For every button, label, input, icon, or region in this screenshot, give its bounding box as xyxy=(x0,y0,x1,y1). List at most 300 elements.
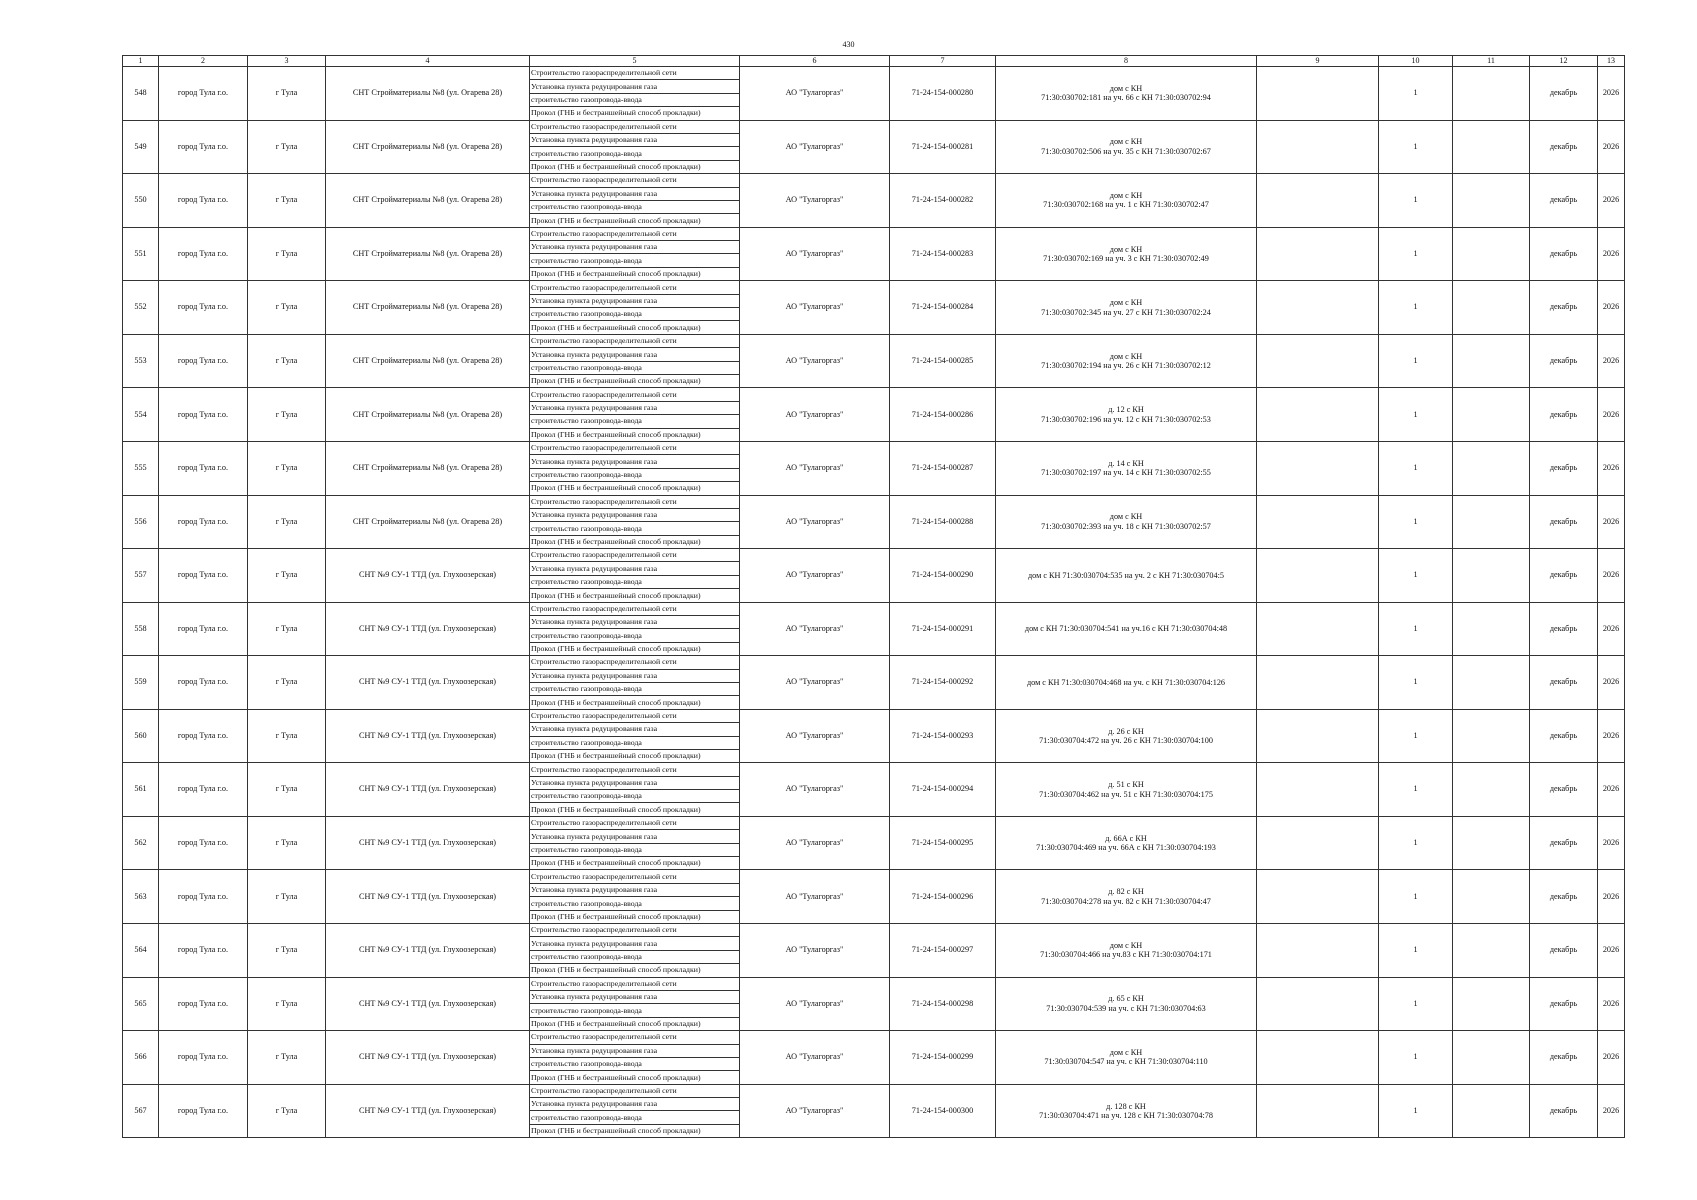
year-cell: 2026 xyxy=(1598,281,1625,335)
address-line-1: дом с КН xyxy=(1109,512,1143,522)
column-9-cell xyxy=(1257,495,1379,549)
row-number: 556 xyxy=(123,495,159,549)
work-item: Установка пункта редуцирования газа xyxy=(530,669,740,682)
month-cell: декабрь xyxy=(1530,924,1598,978)
work-item: Установка пункта редуцирования газа xyxy=(530,990,740,1003)
quantity-cell: 1 xyxy=(1379,388,1453,442)
municipality-cell: город Тула г.о. xyxy=(159,441,248,495)
column-9-cell xyxy=(1257,549,1379,603)
municipality-cell: город Тула г.о. xyxy=(159,1084,248,1138)
work-item: Строительство газораспределительной сети xyxy=(530,334,740,347)
column-11-cell xyxy=(1453,174,1530,228)
municipality-cell: город Тула г.о. xyxy=(159,388,248,442)
work-item: Установка пункта редуцирования газа xyxy=(530,723,740,736)
quantity-cell: 1 xyxy=(1379,227,1453,281)
table-row xyxy=(123,870,1625,883)
table-row xyxy=(123,763,1625,776)
settlement-cell: г Тула xyxy=(248,1031,326,1085)
column-11-cell xyxy=(1453,227,1530,281)
quantity-cell: 1 xyxy=(1379,816,1453,870)
application-code-cell: 71-24-154-000300 xyxy=(890,1084,996,1138)
organization-cell: АО "Тулагоргаз" xyxy=(740,870,890,924)
snt-cell: СНТ №9 СУ-1 ТТД (ул. Глухоозерская) xyxy=(326,709,530,763)
table-row xyxy=(123,977,1625,990)
work-item: Строительство газораспределительной сети xyxy=(530,763,740,776)
snt-cell: СНТ №9 СУ-1 ТТД (ул. Глухоозерская) xyxy=(326,816,530,870)
work-item: строительство газопровода-ввода xyxy=(530,254,740,267)
work-item: строительство газопровода-ввода xyxy=(530,790,740,803)
row-number: 563 xyxy=(123,870,159,924)
settlement-cell: г Тула xyxy=(248,495,326,549)
organization-cell: АО "Тулагоргаз" xyxy=(740,120,890,174)
column-header: 10 xyxy=(1379,56,1453,67)
column-11-cell xyxy=(1453,1031,1530,1085)
snt-cell: СНТ №9 СУ-1 ТТД (ул. Глухоозерская) xyxy=(326,656,530,710)
work-item: Установка пункта редуцирования газа xyxy=(530,883,740,896)
address-cell xyxy=(996,977,1257,1031)
quantity-cell: 1 xyxy=(1379,709,1453,763)
quantity-cell: 1 xyxy=(1379,281,1453,335)
work-item: Строительство газораспределительной сети xyxy=(530,977,740,990)
column-header: 11 xyxy=(1453,56,1530,67)
work-item: Установка пункта редуцирования газа xyxy=(530,294,740,307)
settlement-cell: г Тула xyxy=(248,549,326,603)
address-line-2: 71:30:030704:471 на уч. 128 с КН 71:30:030704:78 xyxy=(1039,1110,1213,1120)
snt-cell: СНТ Стройматериалы №8 (ул. Огарева 28) xyxy=(326,120,530,174)
row-number: 561 xyxy=(123,763,159,817)
snt-cell: СНТ Стройматериалы №8 (ул. Огарева 28) xyxy=(326,441,530,495)
table-row xyxy=(123,495,1625,508)
column-9-cell xyxy=(1257,388,1379,442)
work-item: Строительство газораспределительной сети xyxy=(530,709,740,722)
work-item: Установка пункта редуцирования газа xyxy=(530,241,740,254)
application-code-cell: 71-24-154-000294 xyxy=(890,763,996,817)
month-cell: декабрь xyxy=(1530,227,1598,281)
work-item: строительство газопровода-ввода xyxy=(530,682,740,695)
table-row xyxy=(123,924,1625,937)
address-line-2: 71:30:030702:393 на уч. 18 с КН 71:30:030702:57 xyxy=(1041,521,1211,531)
work-item: Строительство газораспределительной сети xyxy=(530,816,740,829)
row-number: 566 xyxy=(123,1031,159,1085)
row-number: 552 xyxy=(123,281,159,335)
application-code-cell: 71-24-154-000291 xyxy=(890,602,996,656)
column-header: 2 xyxy=(159,56,248,67)
quantity-cell: 1 xyxy=(1379,334,1453,388)
address-line-2: 71:30:030704:466 на уч.83 с КН 71:30:030704:171 xyxy=(1040,950,1212,960)
address-line-1: д. 66А с КН xyxy=(1105,833,1147,843)
year-cell: 2026 xyxy=(1598,656,1625,710)
table-row xyxy=(123,227,1625,240)
column-9-cell xyxy=(1257,227,1379,281)
municipality-cell: город Тула г.о. xyxy=(159,602,248,656)
table-row xyxy=(123,709,1625,722)
work-item: Установка пункта редуцирования газа xyxy=(530,562,740,575)
column-11-cell xyxy=(1453,281,1530,335)
work-item: Строительство газораспределительной сети xyxy=(530,67,740,80)
address-line-1: д. 12 с КН xyxy=(1108,405,1144,415)
work-item: Прокол (ГНБ и бестраншейный способ прокладки) xyxy=(530,482,740,495)
work-item: Строительство газораспределительной сети xyxy=(530,870,740,883)
work-item: Прокол (ГНБ и бестраншейный способ прокладки) xyxy=(530,749,740,762)
year-cell: 2026 xyxy=(1598,334,1625,388)
column-11-cell xyxy=(1453,67,1530,121)
work-item: Строительство газораспределительной сети xyxy=(530,495,740,508)
month-cell: декабрь xyxy=(1530,120,1598,174)
work-item: Установка пункта редуцирования газа xyxy=(530,830,740,843)
quantity-cell: 1 xyxy=(1379,120,1453,174)
settlement-cell: г Тула xyxy=(248,709,326,763)
column-header: 8 xyxy=(996,56,1257,67)
organization-cell: АО "Тулагоргаз" xyxy=(740,816,890,870)
work-item: строительство газопровода-ввода xyxy=(530,843,740,856)
municipality-cell: город Тула г.о. xyxy=(159,67,248,121)
address-cell xyxy=(996,227,1257,281)
address-line-1: д. 26 с КН xyxy=(1108,726,1144,736)
application-code-cell: 71-24-154-000299 xyxy=(890,1031,996,1085)
address-line-2: 71:30:030704:462 на уч. 51 с КН 71:30:030704:175 xyxy=(1039,789,1213,799)
year-cell: 2026 xyxy=(1598,67,1625,121)
column-header: 5 xyxy=(530,56,740,67)
row-number: 559 xyxy=(123,656,159,710)
address-line-1: дом с КН 71:30:030704:468 на уч. с КН 71:30:030704:126 xyxy=(1026,677,1226,687)
month-cell: декабрь xyxy=(1530,1084,1598,1138)
address-line-1: дом с КН 71:30:030704:541 на уч.16 с КН 71:30:030704:48 xyxy=(1024,624,1228,634)
month-cell: декабрь xyxy=(1530,816,1598,870)
column-11-cell xyxy=(1453,870,1530,924)
column-header: 7 xyxy=(890,56,996,67)
work-item: Прокол (ГНБ и бестраншейный способ прокладки) xyxy=(530,696,740,709)
work-item: Прокол (ГНБ и бестраншейный способ прокладки) xyxy=(530,374,740,387)
work-item: Прокол (ГНБ и бестраншейный способ прокладки) xyxy=(530,535,740,548)
application-code-cell: 71-24-154-000284 xyxy=(890,281,996,335)
address-line-1: дом с КН xyxy=(1109,190,1143,200)
municipality-cell: город Тула г.о. xyxy=(159,281,248,335)
address-line-2: 71:30:030704:278 на уч. 82 с КН 71:30:030704:47 xyxy=(1041,896,1211,906)
address-cell xyxy=(996,549,1257,603)
table-row xyxy=(123,602,1625,615)
organization-cell: АО "Тулагоргаз" xyxy=(740,977,890,1031)
work-item: Установка пункта редуцирования газа xyxy=(530,1098,740,1111)
work-item: Прокол (ГНБ и бестраншейный способ прокладки) xyxy=(530,214,740,227)
organization-cell: АО "Тулагоргаз" xyxy=(740,174,890,228)
quantity-cell: 1 xyxy=(1379,67,1453,121)
work-item: Прокол (ГНБ и бестраншейный способ прокладки) xyxy=(530,964,740,977)
address-cell xyxy=(996,441,1257,495)
organization-cell: АО "Тулагоргаз" xyxy=(740,924,890,978)
work-item: строительство газопровода-ввода xyxy=(530,308,740,321)
address-cell xyxy=(996,334,1257,388)
year-cell: 2026 xyxy=(1598,227,1625,281)
table-row xyxy=(123,816,1625,829)
address-line-1: д. 82 с КН xyxy=(1108,887,1144,897)
table-row xyxy=(123,549,1625,562)
address-cell xyxy=(996,656,1257,710)
address-line-2: 71:30:030702:169 на уч. 3 с КН 71:30:030702:49 xyxy=(1043,253,1209,263)
quantity-cell: 1 xyxy=(1379,977,1453,1031)
application-code-cell: 71-24-154-000282 xyxy=(890,174,996,228)
row-number: 560 xyxy=(123,709,159,763)
organization-cell: АО "Тулагоргаз" xyxy=(740,334,890,388)
municipality-cell: город Тула г.о. xyxy=(159,120,248,174)
work-item: строительство газопровода-ввода xyxy=(530,361,740,374)
address-cell xyxy=(996,709,1257,763)
work-item: строительство газопровода-ввода xyxy=(530,897,740,910)
work-item: строительство газопровода-ввода xyxy=(530,415,740,428)
column-9-cell xyxy=(1257,281,1379,335)
table-row xyxy=(123,656,1625,669)
address-cell xyxy=(996,388,1257,442)
quantity-cell: 1 xyxy=(1379,924,1453,978)
column-9-cell xyxy=(1257,763,1379,817)
snt-cell: СНТ №9 СУ-1 ТТД (ул. Глухоозерская) xyxy=(326,763,530,817)
row-number: 554 xyxy=(123,388,159,442)
month-cell: декабрь xyxy=(1530,174,1598,228)
organization-cell: АО "Тулагоргаз" xyxy=(740,495,890,549)
month-cell: декабрь xyxy=(1530,67,1598,121)
settlement-cell: г Тула xyxy=(248,816,326,870)
month-cell: декабрь xyxy=(1530,388,1598,442)
month-cell: декабрь xyxy=(1530,977,1598,1031)
work-item: Строительство газораспределительной сети xyxy=(530,441,740,454)
settlement-cell: г Тула xyxy=(248,388,326,442)
address-line-1: дом с КН xyxy=(1109,1047,1143,1057)
work-item: Прокол (ГНБ и бестраншейный способ прокладки) xyxy=(530,321,740,334)
municipality-cell: город Тула г.о. xyxy=(159,334,248,388)
page-number: 430 xyxy=(842,40,855,49)
month-cell: декабрь xyxy=(1530,656,1598,710)
column-9-cell xyxy=(1257,1084,1379,1138)
work-item: Прокол (ГНБ и бестраншейный способ прокладки) xyxy=(530,428,740,441)
settlement-cell: г Тула xyxy=(248,227,326,281)
work-item: Прокол (ГНБ и бестраншейный способ прокладки) xyxy=(530,589,740,602)
organization-cell: АО "Тулагоргаз" xyxy=(740,281,890,335)
organization-cell: АО "Тулагоргаз" xyxy=(740,1084,890,1138)
organization-cell: АО "Тулагоргаз" xyxy=(740,1031,890,1085)
address-cell xyxy=(996,1084,1257,1138)
column-9-cell xyxy=(1257,816,1379,870)
year-cell: 2026 xyxy=(1598,120,1625,174)
work-item: Строительство газораспределительной сети xyxy=(530,549,740,562)
month-cell: декабрь xyxy=(1530,334,1598,388)
month-cell: декабрь xyxy=(1530,549,1598,603)
work-item: Строительство газораспределительной сети xyxy=(530,656,740,669)
work-item: Установка пункта редуцирования газа xyxy=(530,348,740,361)
work-item: строительство газопровода-ввода xyxy=(530,629,740,642)
address-cell xyxy=(996,1031,1257,1085)
address-line-2: 71:30:030702:168 на уч. 1 с КН 71:30:030702:47 xyxy=(1043,200,1209,210)
column-header: 1 xyxy=(123,56,159,67)
work-item: Прокол (ГНБ и бестраншейный способ прокладки) xyxy=(530,1124,740,1137)
year-cell: 2026 xyxy=(1598,924,1625,978)
work-item: строительство газопровода-ввода xyxy=(530,1057,740,1070)
work-item: строительство газопровода-ввода xyxy=(530,1111,740,1124)
work-item: Прокол (ГНБ и бестраншейный способ прокладки) xyxy=(530,857,740,870)
application-code-cell: 71-24-154-000298 xyxy=(890,977,996,1031)
year-cell: 2026 xyxy=(1598,495,1625,549)
address-line-2: 71:30:030702:194 на уч. 26 с КН 71:30:030702:12 xyxy=(1041,361,1211,371)
year-cell: 2026 xyxy=(1598,549,1625,603)
row-number: 564 xyxy=(123,924,159,978)
settlement-cell: г Тула xyxy=(248,120,326,174)
application-code-cell: 71-24-154-000296 xyxy=(890,870,996,924)
column-11-cell xyxy=(1453,602,1530,656)
column-11-cell xyxy=(1453,763,1530,817)
organization-cell: АО "Тулагоргаз" xyxy=(740,441,890,495)
address-line-1: дом с КН xyxy=(1109,244,1143,254)
work-item: Прокол (ГНБ и бестраншейный способ прокладки) xyxy=(530,1017,740,1030)
application-code-cell: 71-24-154-000281 xyxy=(890,120,996,174)
work-item: Строительство газораспределительной сети xyxy=(530,120,740,133)
column-header: 12 xyxy=(1530,56,1598,67)
address-line-1: д. 128 с КН xyxy=(1106,1101,1146,1111)
month-cell: декабрь xyxy=(1530,763,1598,817)
work-item: Прокол (ГНБ и бестраншейный способ прокладки) xyxy=(530,107,740,120)
work-item: Установка пункта редуцирования газа xyxy=(530,1044,740,1057)
application-code-cell: 71-24-154-000280 xyxy=(890,67,996,121)
snt-cell: СНТ №9 СУ-1 ТТД (ул. Глухоозерская) xyxy=(326,1031,530,1085)
quantity-cell: 1 xyxy=(1379,441,1453,495)
table-row xyxy=(123,281,1625,294)
work-item: строительство газопровода-ввода xyxy=(530,200,740,213)
work-item: Строительство газораспределительной сети xyxy=(530,174,740,187)
column-9-cell xyxy=(1257,334,1379,388)
gasification-schedule-table xyxy=(122,55,1625,1138)
year-cell: 2026 xyxy=(1598,1031,1625,1085)
address-cell xyxy=(996,602,1257,656)
municipality-cell: город Тула г.о. xyxy=(159,1031,248,1085)
application-code-cell: 71-24-154-000283 xyxy=(890,227,996,281)
row-number: 565 xyxy=(123,977,159,1031)
month-cell: декабрь xyxy=(1530,602,1598,656)
snt-cell: СНТ Стройматериалы №8 (ул. Огарева 28) xyxy=(326,67,530,121)
column-11-cell xyxy=(1453,977,1530,1031)
quantity-cell: 1 xyxy=(1379,1084,1453,1138)
row-number: 551 xyxy=(123,227,159,281)
snt-cell: СНТ №9 СУ-1 ТТД (ул. Глухоозерская) xyxy=(326,549,530,603)
application-code-cell: 71-24-154-000293 xyxy=(890,709,996,763)
application-code-cell: 71-24-154-000297 xyxy=(890,924,996,978)
address-cell xyxy=(996,495,1257,549)
quantity-cell: 1 xyxy=(1379,656,1453,710)
row-number: 548 xyxy=(123,67,159,121)
table-body xyxy=(123,67,1625,1138)
address-cell xyxy=(996,870,1257,924)
municipality-cell: город Тула г.о. xyxy=(159,495,248,549)
work-item: строительство газопровода-ввода xyxy=(530,147,740,160)
column-9-cell xyxy=(1257,656,1379,710)
municipality-cell: город Тула г.о. xyxy=(159,763,248,817)
table-row xyxy=(123,388,1625,401)
row-number: 562 xyxy=(123,816,159,870)
municipality-cell: город Тула г.о. xyxy=(159,924,248,978)
quantity-cell: 1 xyxy=(1379,495,1453,549)
year-cell: 2026 xyxy=(1598,763,1625,817)
municipality-cell: город Тула г.о. xyxy=(159,709,248,763)
settlement-cell: г Тула xyxy=(248,441,326,495)
year-cell: 2026 xyxy=(1598,174,1625,228)
work-item: Строительство газораспределительной сети xyxy=(530,602,740,615)
address-line-2: 71:30:030702:345 на уч. 27 с КН 71:30:030702:24 xyxy=(1041,307,1211,317)
address-line-2: 71:30:030702:181 на уч. 66 с КН 71:30:030702:94 xyxy=(1041,93,1211,103)
snt-cell: СНТ Стройматериалы №8 (ул. Огарева 28) xyxy=(326,174,530,228)
municipality-cell: город Тула г.о. xyxy=(159,870,248,924)
year-cell: 2026 xyxy=(1598,441,1625,495)
work-item: строительство газопровода-ввода xyxy=(530,522,740,535)
municipality-cell: город Тула г.о. xyxy=(159,227,248,281)
work-item: Прокол (ГНБ и бестраншейный способ прокладки) xyxy=(530,803,740,816)
column-11-cell xyxy=(1453,495,1530,549)
settlement-cell: г Тула xyxy=(248,977,326,1031)
work-item: строительство газопровода-ввода xyxy=(530,1004,740,1017)
work-item: строительство газопровода-ввода xyxy=(530,93,740,106)
municipality-cell: город Тула г.о. xyxy=(159,656,248,710)
address-line-1: дом с КН xyxy=(1109,298,1143,308)
work-item: Установка пункта редуцирования газа xyxy=(530,776,740,789)
column-header: 13 xyxy=(1598,56,1625,67)
snt-cell: СНТ Стройматериалы №8 (ул. Огарева 28) xyxy=(326,281,530,335)
snt-cell: СНТ Стройматериалы №8 (ул. Огарева 28) xyxy=(326,495,530,549)
municipality-cell: город Тула г.о. xyxy=(159,816,248,870)
settlement-cell: г Тула xyxy=(248,1084,326,1138)
month-cell: декабрь xyxy=(1530,709,1598,763)
year-cell: 2026 xyxy=(1598,1084,1625,1138)
work-item: Установка пункта редуцирования газа xyxy=(530,187,740,200)
work-item: строительство газопровода-ввода xyxy=(530,468,740,481)
application-code-cell: 71-24-154-000292 xyxy=(890,656,996,710)
address-cell xyxy=(996,763,1257,817)
snt-cell: СНТ №9 СУ-1 ТТД (ул. Глухоозерская) xyxy=(326,977,530,1031)
month-cell: декабрь xyxy=(1530,495,1598,549)
address-line-2: 71:30:030702:197 на уч. 14 с КН 71:30:030702:55 xyxy=(1041,468,1211,478)
row-number: 553 xyxy=(123,334,159,388)
table-row xyxy=(123,1084,1625,1097)
column-11-cell xyxy=(1453,924,1530,978)
table-row xyxy=(123,334,1625,347)
application-code-cell: 71-24-154-000290 xyxy=(890,549,996,603)
address-line-2: 71:30:030704:472 на уч. 26 с КН 71:30:030704:100 xyxy=(1039,736,1213,746)
month-cell: декабрь xyxy=(1530,1031,1598,1085)
column-11-cell xyxy=(1453,656,1530,710)
quantity-cell: 1 xyxy=(1379,602,1453,656)
address-line-1: дом с КН 71:30:030704:535 на уч. 2 с КН 71:30:030704:5 xyxy=(1028,570,1224,580)
application-code-cell: 71-24-154-000285 xyxy=(890,334,996,388)
address-line-1: д. 14 с КН xyxy=(1108,458,1144,468)
organization-cell: АО "Тулагоргаз" xyxy=(740,67,890,121)
column-9-cell xyxy=(1257,709,1379,763)
work-item: Установка пункта редуцирования газа xyxy=(530,508,740,521)
work-item: Строительство газораспределительной сети xyxy=(530,281,740,294)
work-item: Строительство газораспределительной сети xyxy=(530,924,740,937)
row-number: 555 xyxy=(123,441,159,495)
address-line-2: 71:30:030702:506 на уч. 35 с КН 71:30:030702:67 xyxy=(1041,146,1211,156)
work-item: Установка пункта редуцирования газа xyxy=(530,455,740,468)
work-item: Строительство газораспределительной сети xyxy=(530,227,740,240)
application-code-cell: 71-24-154-000286 xyxy=(890,388,996,442)
month-cell: декабрь xyxy=(1530,281,1598,335)
settlement-cell: г Тула xyxy=(248,281,326,335)
column-11-cell xyxy=(1453,120,1530,174)
column-9-cell xyxy=(1257,120,1379,174)
work-item: Прокол (ГНБ и бестраншейный способ прокладки) xyxy=(530,910,740,923)
organization-cell: АО "Тулагоргаз" xyxy=(740,656,890,710)
year-cell: 2026 xyxy=(1598,870,1625,924)
column-11-cell xyxy=(1453,1084,1530,1138)
application-code-cell: 71-24-154-000287 xyxy=(890,441,996,495)
table-row xyxy=(123,441,1625,454)
settlement-cell: г Тула xyxy=(248,334,326,388)
column-9-cell xyxy=(1257,174,1379,228)
settlement-cell: г Тула xyxy=(248,763,326,817)
